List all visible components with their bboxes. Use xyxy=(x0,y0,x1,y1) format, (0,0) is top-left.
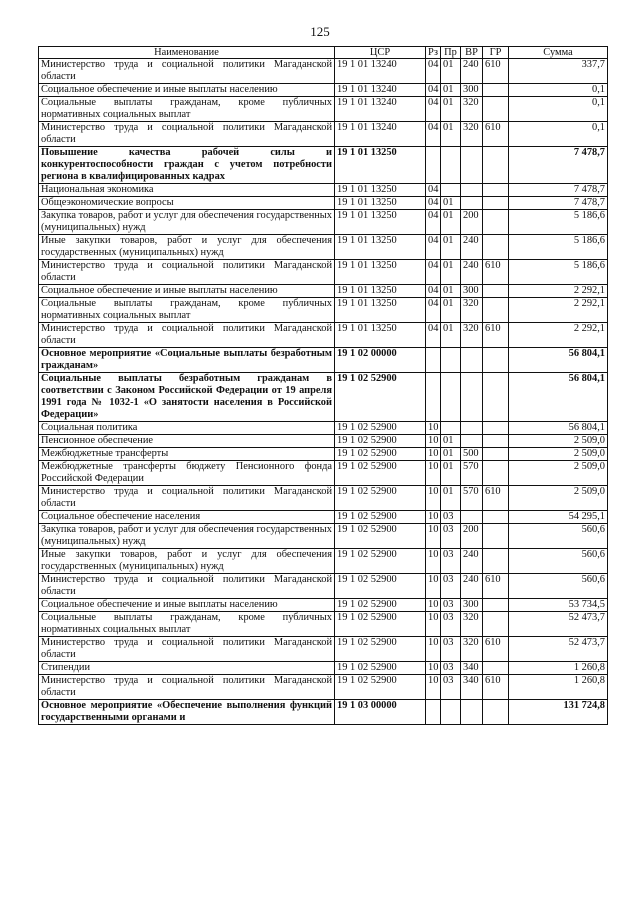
cell-pr: 01 xyxy=(441,461,461,486)
cell-name: Закупка товаров, работ и услуг для обеспечения государственных (муниципальных) нужд xyxy=(39,210,335,235)
cell-gr xyxy=(483,84,509,97)
cell-pr: 01 xyxy=(441,435,461,448)
cell-csr: 19 1 02 52900 xyxy=(335,461,426,486)
cell-pr: 03 xyxy=(441,637,461,662)
cell-rz: 04 xyxy=(426,122,441,147)
cell-sum: 7 478,7 xyxy=(509,197,608,210)
header-csr: ЦСР xyxy=(335,47,426,59)
cell-csr: 19 1 01 13250 xyxy=(335,285,426,298)
cell-vr xyxy=(461,373,483,422)
cell-csr: 19 1 03 00000 xyxy=(335,700,426,725)
cell-rz: 10 xyxy=(426,612,441,637)
cell-csr: 19 1 01 13250 xyxy=(335,184,426,197)
cell-rz: 04 xyxy=(426,197,441,210)
cell-csr: 19 1 01 13250 xyxy=(335,197,426,210)
cell-vr: 320 xyxy=(461,97,483,122)
cell-csr: 19 1 01 13240 xyxy=(335,97,426,122)
cell-vr: 240 xyxy=(461,549,483,574)
cell-csr: 19 1 01 13250 xyxy=(335,323,426,348)
table-row xyxy=(39,373,608,422)
cell-csr: 19 1 02 52900 xyxy=(335,511,426,524)
cell-name: Основное мероприятие «Социальные выплаты безработным гражданам» xyxy=(39,348,335,373)
cell-name: Социальные выплаты гражданам, кроме публичных нормативных социальных выплат xyxy=(39,298,335,323)
cell-rz xyxy=(426,348,441,373)
table-row xyxy=(39,197,608,210)
cell-pr: 01 xyxy=(441,235,461,260)
cell-rz: 10 xyxy=(426,549,441,574)
cell-rz xyxy=(426,700,441,725)
table-row xyxy=(39,549,608,574)
cell-csr: 19 1 01 13250 xyxy=(335,235,426,260)
cell-pr: 03 xyxy=(441,675,461,700)
table-body xyxy=(39,59,608,725)
cell-gr xyxy=(483,700,509,725)
table-header-row xyxy=(39,47,608,59)
cell-gr: 610 xyxy=(483,675,509,700)
cell-vr xyxy=(461,197,483,210)
table-row xyxy=(39,285,608,298)
cell-sum: 5 186,6 xyxy=(509,210,608,235)
cell-vr: 200 xyxy=(461,524,483,549)
cell-rz: 04 xyxy=(426,235,441,260)
cell-csr: 19 1 02 52900 xyxy=(335,422,426,435)
cell-csr: 19 1 02 52900 xyxy=(335,675,426,700)
cell-csr: 19 1 02 52900 xyxy=(335,662,426,675)
cell-csr: 19 1 02 52900 xyxy=(335,549,426,574)
cell-name: Министерство труда и социальной политики Магаданской области xyxy=(39,574,335,599)
cell-gr: 610 xyxy=(483,486,509,511)
cell-gr xyxy=(483,461,509,486)
cell-rz: 10 xyxy=(426,662,441,675)
cell-vr: 320 xyxy=(461,612,483,637)
cell-pr: 03 xyxy=(441,524,461,549)
cell-name: Стипендии xyxy=(39,662,335,675)
table-row xyxy=(39,486,608,511)
cell-gr xyxy=(483,285,509,298)
table-row xyxy=(39,524,608,549)
cell-vr: 320 xyxy=(461,298,483,323)
cell-gr xyxy=(483,373,509,422)
cell-rz: 04 xyxy=(426,260,441,285)
cell-csr: 19 1 02 52900 xyxy=(335,612,426,637)
header-pr: Пр xyxy=(441,47,461,59)
cell-gr xyxy=(483,298,509,323)
table-row xyxy=(39,612,608,637)
cell-sum: 52 473,7 xyxy=(509,637,608,662)
cell-sum: 2 292,1 xyxy=(509,323,608,348)
cell-pr: 01 xyxy=(441,260,461,285)
cell-rz xyxy=(426,373,441,422)
cell-vr xyxy=(461,422,483,435)
cell-name: Закупка товаров, работ и услуг для обеспечения государственных (муниципальных) нужд xyxy=(39,524,335,549)
cell-name: Министерство труда и социальной политики Магаданской области xyxy=(39,260,335,285)
cell-sum: 131 724,8 xyxy=(509,700,608,725)
cell-name: Министерство труда и социальной политики Магаданской области xyxy=(39,637,335,662)
table-row xyxy=(39,637,608,662)
table-row xyxy=(39,84,608,97)
cell-sum: 7 478,7 xyxy=(509,147,608,184)
cell-name: Министерство труда и социальной политики Магаданской области xyxy=(39,59,335,84)
cell-name: Социальное обеспечение и иные выплаты населению xyxy=(39,285,335,298)
cell-csr: 19 1 02 52900 xyxy=(335,448,426,461)
table-row xyxy=(39,422,608,435)
cell-pr: 01 xyxy=(441,448,461,461)
cell-rz: 04 xyxy=(426,298,441,323)
cell-name: Социальные выплаты безработным гражданам в соответствии с Законом Российской Федерации от 19 апреля 1991 года № 1032-1 «О занятости населения в Российской Федерации» xyxy=(39,373,335,422)
cell-gr xyxy=(483,184,509,197)
cell-csr: 19 1 02 00000 xyxy=(335,348,426,373)
cell-pr: 01 xyxy=(441,486,461,511)
cell-vr xyxy=(461,435,483,448)
cell-pr: 01 xyxy=(441,197,461,210)
cell-rz: 10 xyxy=(426,599,441,612)
cell-rz: 04 xyxy=(426,184,441,197)
cell-csr: 19 1 02 52900 xyxy=(335,373,426,422)
cell-pr: 03 xyxy=(441,511,461,524)
cell-name: Социальное обеспечение и иные выплаты населению xyxy=(39,84,335,97)
cell-sum: 0,1 xyxy=(509,122,608,147)
cell-rz: 10 xyxy=(426,461,441,486)
cell-vr: 570 xyxy=(461,486,483,511)
cell-rz: 10 xyxy=(426,675,441,700)
table-row xyxy=(39,511,608,524)
header-name: Наименование xyxy=(39,47,335,59)
header-rz: Рз xyxy=(426,47,441,59)
table-row xyxy=(39,700,608,725)
cell-rz: 10 xyxy=(426,486,441,511)
cell-pr: 03 xyxy=(441,662,461,675)
cell-pr xyxy=(441,184,461,197)
cell-name: Повышение качества рабочей силы и конкурентоспособности граждан с учетом потребности региона в квалифицированных кадрах xyxy=(39,147,335,184)
cell-rz: 10 xyxy=(426,574,441,599)
table-row xyxy=(39,298,608,323)
cell-gr xyxy=(483,147,509,184)
table-row xyxy=(39,461,608,486)
cell-csr: 19 1 02 52900 xyxy=(335,524,426,549)
cell-pr: 01 xyxy=(441,84,461,97)
cell-sum: 2 292,1 xyxy=(509,285,608,298)
cell-sum: 0,1 xyxy=(509,84,608,97)
cell-name: Министерство труда и социальной политики Магаданской области xyxy=(39,486,335,511)
cell-sum: 54 295,1 xyxy=(509,511,608,524)
cell-sum: 1 260,8 xyxy=(509,675,608,700)
cell-sum: 2 509,0 xyxy=(509,461,608,486)
cell-vr xyxy=(461,348,483,373)
cell-vr: 200 xyxy=(461,210,483,235)
cell-pr: 01 xyxy=(441,285,461,298)
cell-sum: 5 186,6 xyxy=(509,235,608,260)
header-gr: ГР xyxy=(483,47,509,59)
cell-sum: 2 509,0 xyxy=(509,486,608,511)
cell-vr xyxy=(461,184,483,197)
cell-csr: 19 1 01 13250 xyxy=(335,147,426,184)
cell-gr xyxy=(483,197,509,210)
table-row xyxy=(39,675,608,700)
cell-gr: 610 xyxy=(483,59,509,84)
cell-gr xyxy=(483,599,509,612)
cell-rz: 04 xyxy=(426,285,441,298)
cell-csr: 19 1 01 13240 xyxy=(335,59,426,84)
cell-sum: 7 478,7 xyxy=(509,184,608,197)
cell-sum: 1 260,8 xyxy=(509,662,608,675)
cell-pr: 03 xyxy=(441,599,461,612)
cell-csr: 19 1 02 52900 xyxy=(335,435,426,448)
cell-pr: 03 xyxy=(441,549,461,574)
cell-rz: 10 xyxy=(426,448,441,461)
cell-name: Социальное обеспечение населения xyxy=(39,511,335,524)
cell-gr xyxy=(483,210,509,235)
cell-vr: 320 xyxy=(461,323,483,348)
cell-vr: 300 xyxy=(461,599,483,612)
cell-pr xyxy=(441,373,461,422)
cell-sum: 5 186,6 xyxy=(509,260,608,285)
cell-csr: 19 1 02 52900 xyxy=(335,599,426,612)
table-row xyxy=(39,348,608,373)
cell-rz: 10 xyxy=(426,637,441,662)
cell-rz: 04 xyxy=(426,323,441,348)
cell-rz: 10 xyxy=(426,422,441,435)
cell-vr: 570 xyxy=(461,461,483,486)
page-number: 125 xyxy=(310,24,330,39)
cell-vr xyxy=(461,511,483,524)
table-row xyxy=(39,448,608,461)
cell-name: Иные закупки товаров, работ и услуг для обеспечения государственных (муниципальных) нужд xyxy=(39,549,335,574)
cell-name: Общеэкономические вопросы xyxy=(39,197,335,210)
cell-name: Министерство труда и социальной политики Магаданской области xyxy=(39,675,335,700)
cell-rz: 04 xyxy=(426,84,441,97)
cell-gr xyxy=(483,448,509,461)
cell-name: Межбюджетные трансферты бюджету Пенсионного фонда Российской Федерации xyxy=(39,461,335,486)
cell-sum: 560,6 xyxy=(509,574,608,599)
cell-name: Социальные выплаты гражданам, кроме публичных нормативных социальных выплат xyxy=(39,97,335,122)
table-row xyxy=(39,323,608,348)
cell-pr xyxy=(441,700,461,725)
cell-pr: 01 xyxy=(441,298,461,323)
cell-csr: 19 1 01 13250 xyxy=(335,260,426,285)
table-row xyxy=(39,122,608,147)
cell-vr: 320 xyxy=(461,637,483,662)
cell-vr: 240 xyxy=(461,260,483,285)
table-row xyxy=(39,235,608,260)
cell-sum: 2 509,0 xyxy=(509,435,608,448)
cell-rz: 10 xyxy=(426,435,441,448)
cell-name: Основное мероприятие «Обеспечение выполнения функций государственными органами и xyxy=(39,700,335,725)
header-vr: ВР xyxy=(461,47,483,59)
cell-csr: 19 1 01 13240 xyxy=(335,122,426,147)
cell-name: Межбюджетные трансферты xyxy=(39,448,335,461)
cell-sum: 560,6 xyxy=(509,524,608,549)
cell-name: Иные закупки товаров, работ и услуг для обеспечения государственных (муниципальных) нужд xyxy=(39,235,335,260)
cell-gr: 610 xyxy=(483,574,509,599)
table-row xyxy=(39,59,608,84)
cell-gr xyxy=(483,662,509,675)
table-row xyxy=(39,574,608,599)
cell-sum: 0,1 xyxy=(509,97,608,122)
table-row xyxy=(39,147,608,184)
cell-gr: 610 xyxy=(483,323,509,348)
cell-rz: 10 xyxy=(426,511,441,524)
cell-vr xyxy=(461,700,483,725)
cell-pr: 01 xyxy=(441,323,461,348)
cell-gr xyxy=(483,612,509,637)
table-row xyxy=(39,260,608,285)
cell-pr: 01 xyxy=(441,97,461,122)
cell-pr xyxy=(441,422,461,435)
cell-csr: 19 1 01 13240 xyxy=(335,84,426,97)
cell-name: Социальные выплаты гражданам, кроме публичных нормативных социальных выплат xyxy=(39,612,335,637)
cell-pr: 01 xyxy=(441,122,461,147)
cell-vr: 320 xyxy=(461,122,483,147)
table-row xyxy=(39,210,608,235)
cell-sum: 560,6 xyxy=(509,549,608,574)
cell-sum: 2 292,1 xyxy=(509,298,608,323)
cell-vr: 340 xyxy=(461,675,483,700)
cell-vr: 240 xyxy=(461,235,483,260)
cell-csr: 19 1 01 13250 xyxy=(335,298,426,323)
cell-pr xyxy=(441,147,461,184)
table-row xyxy=(39,662,608,675)
cell-name: Национальная экономика xyxy=(39,184,335,197)
cell-vr: 240 xyxy=(461,59,483,84)
cell-sum: 53 734,5 xyxy=(509,599,608,612)
cell-gr xyxy=(483,235,509,260)
cell-gr xyxy=(483,435,509,448)
table-row xyxy=(39,435,608,448)
cell-vr: 500 xyxy=(461,448,483,461)
cell-gr xyxy=(483,511,509,524)
cell-name: Пенсионное обеспечение xyxy=(39,435,335,448)
cell-csr: 19 1 02 52900 xyxy=(335,637,426,662)
cell-pr: 03 xyxy=(441,612,461,637)
table-row xyxy=(39,184,608,197)
header-sum: Сумма xyxy=(509,47,608,59)
cell-name: Социальная политика xyxy=(39,422,335,435)
cell-name: Министерство труда и социальной политики Магаданской области xyxy=(39,323,335,348)
cell-rz: 04 xyxy=(426,97,441,122)
cell-gr xyxy=(483,97,509,122)
cell-vr: 300 xyxy=(461,285,483,298)
cell-csr: 19 1 01 13250 xyxy=(335,210,426,235)
cell-rz: 10 xyxy=(426,524,441,549)
cell-gr xyxy=(483,348,509,373)
cell-rz: 04 xyxy=(426,210,441,235)
cell-name: Министерство труда и социальной политики Магаданской области xyxy=(39,122,335,147)
cell-csr: 19 1 02 52900 xyxy=(335,486,426,511)
cell-gr xyxy=(483,524,509,549)
budget-table xyxy=(38,46,608,725)
cell-sum: 56 804,1 xyxy=(509,373,608,422)
cell-rz: 04 xyxy=(426,59,441,84)
cell-sum: 337,7 xyxy=(509,59,608,84)
cell-gr xyxy=(483,549,509,574)
cell-pr: 01 xyxy=(441,210,461,235)
cell-vr: 240 xyxy=(461,574,483,599)
cell-gr: 610 xyxy=(483,260,509,285)
cell-rz xyxy=(426,147,441,184)
cell-pr: 03 xyxy=(441,574,461,599)
cell-gr xyxy=(483,422,509,435)
cell-gr: 610 xyxy=(483,122,509,147)
cell-sum: 56 804,1 xyxy=(509,422,608,435)
cell-csr: 19 1 02 52900 xyxy=(335,574,426,599)
cell-pr: 01 xyxy=(441,59,461,84)
cell-gr: 610 xyxy=(483,637,509,662)
cell-pr xyxy=(441,348,461,373)
cell-name: Социальное обеспечение и иные выплаты населению xyxy=(39,599,335,612)
cell-vr xyxy=(461,147,483,184)
table-row xyxy=(39,599,608,612)
cell-sum: 2 509,0 xyxy=(509,448,608,461)
cell-sum: 52 473,7 xyxy=(509,612,608,637)
cell-vr: 340 xyxy=(461,662,483,675)
cell-sum: 56 804,1 xyxy=(509,348,608,373)
table-row xyxy=(39,97,608,122)
cell-vr: 300 xyxy=(461,84,483,97)
